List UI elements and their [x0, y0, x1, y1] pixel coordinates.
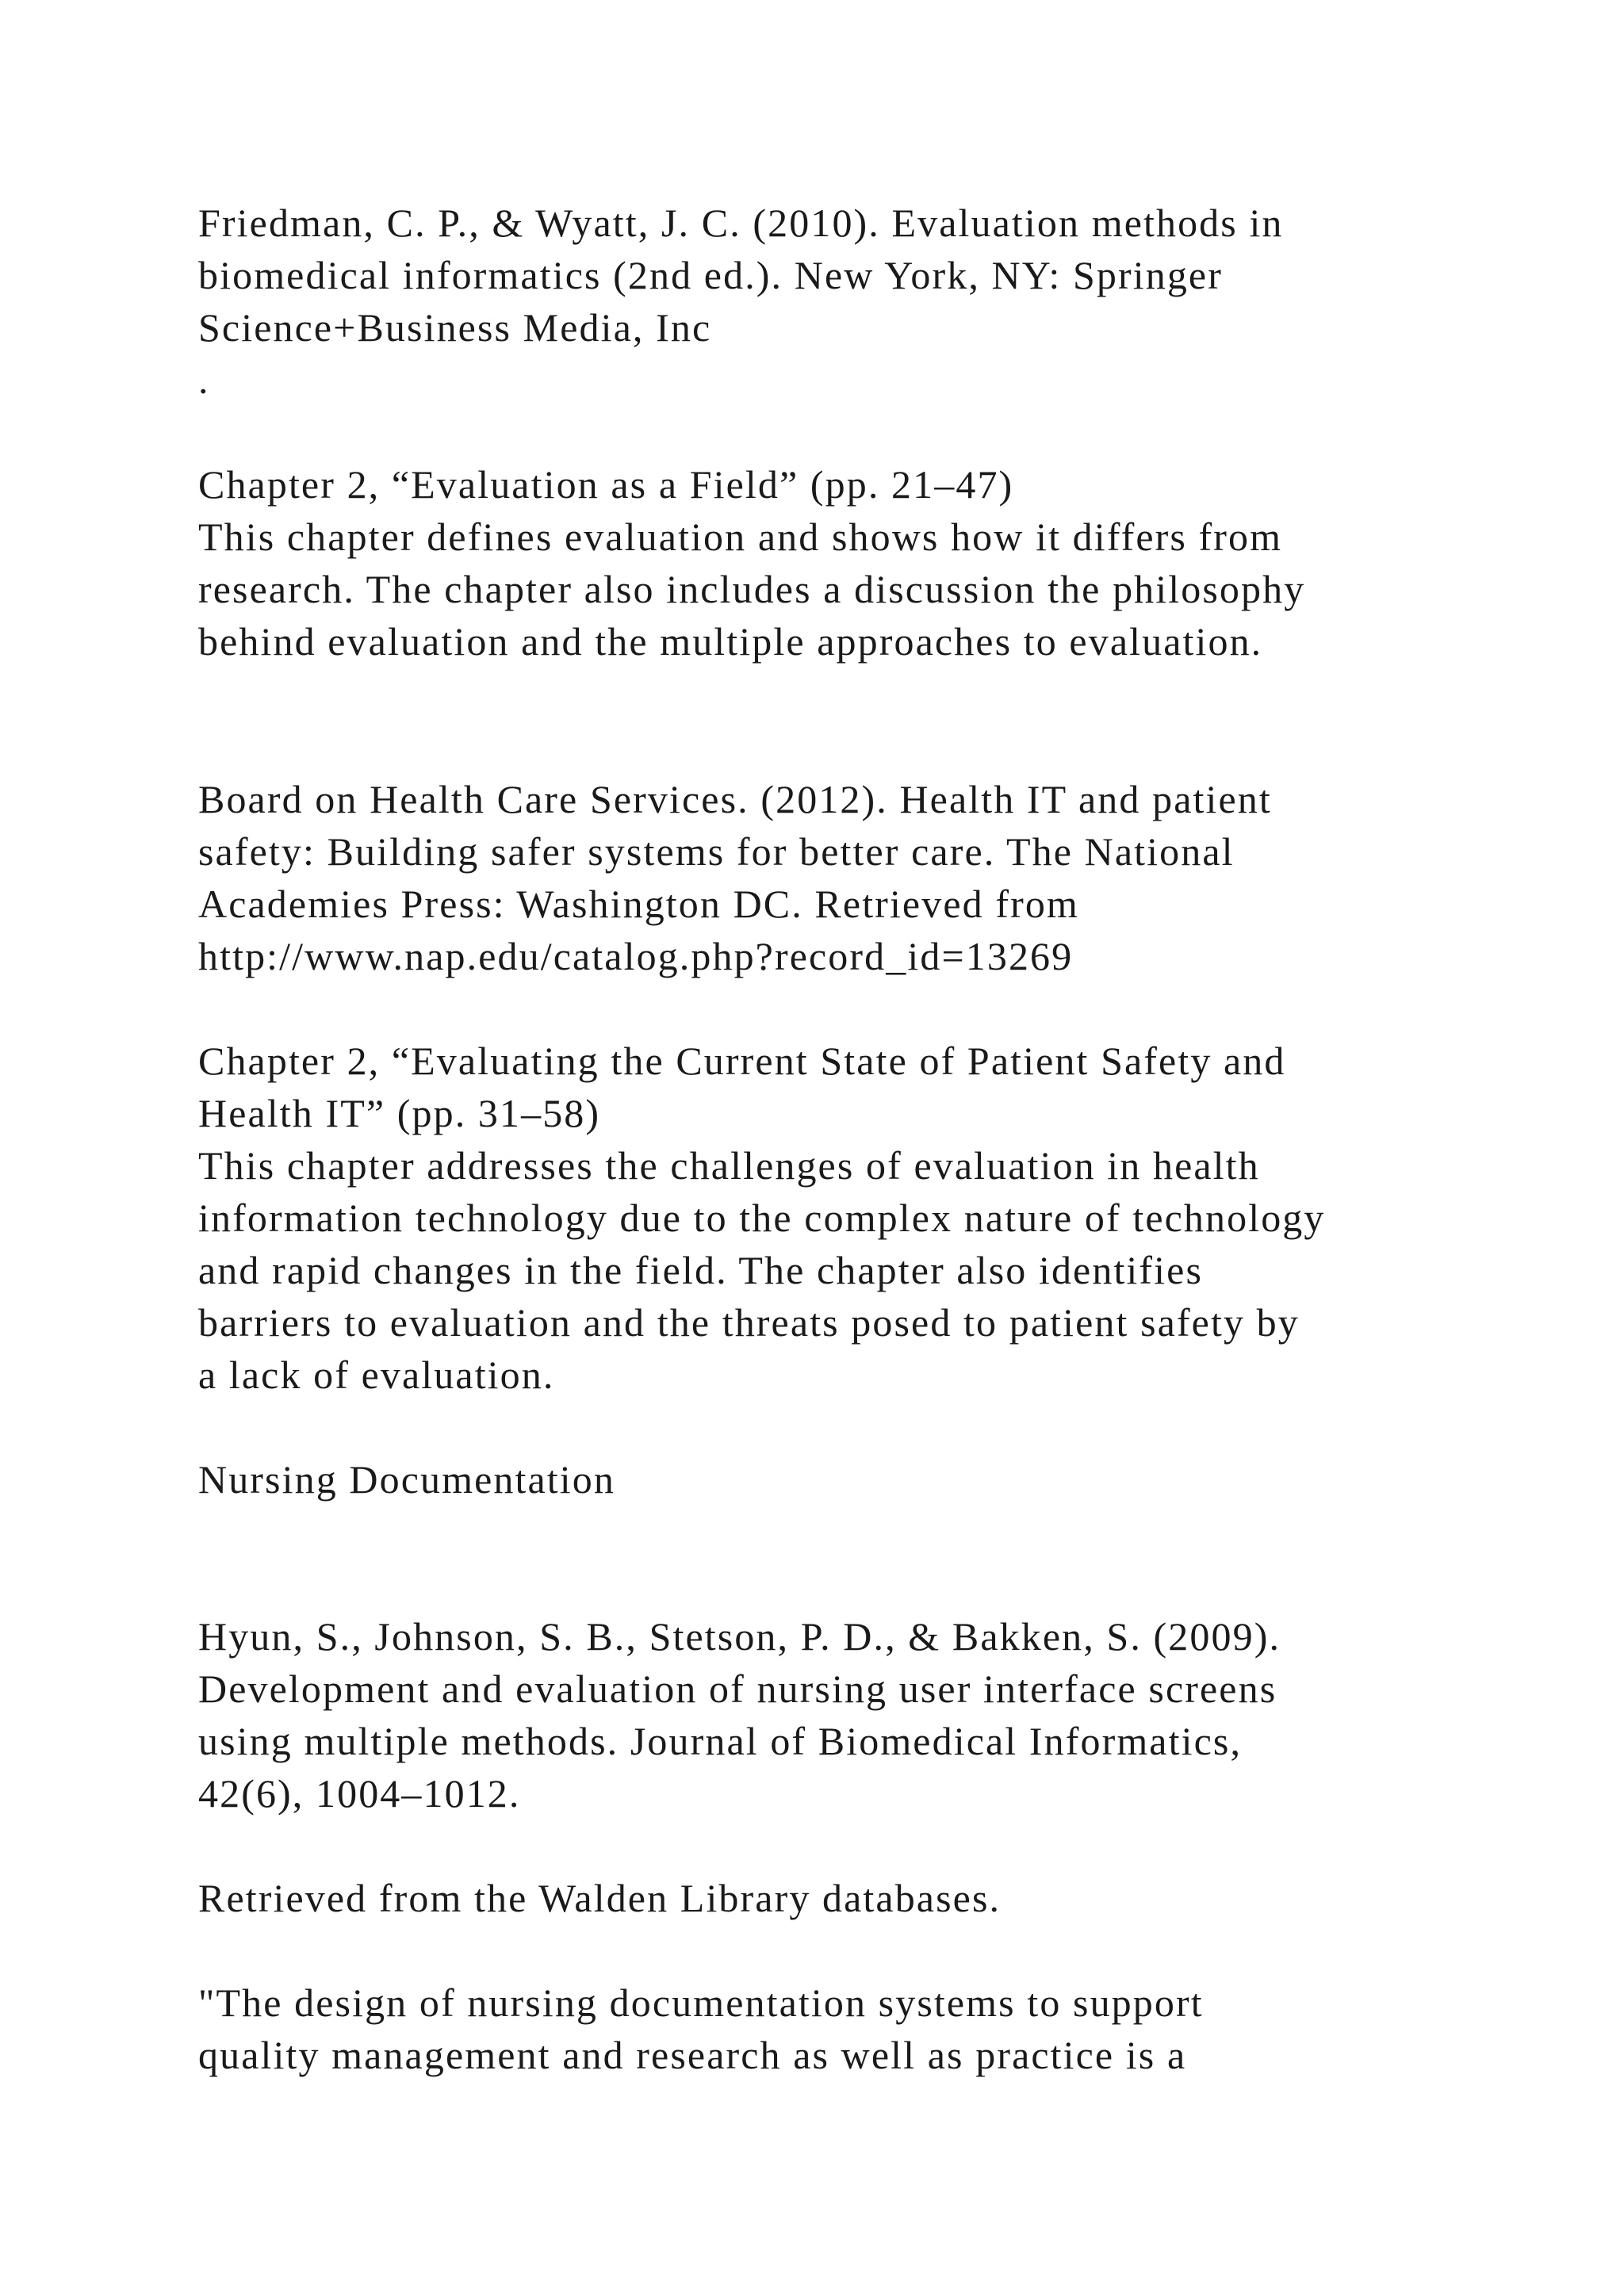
ref1-chapter-title: Chapter 2, “Evaluation as a Field” (pp. 21–47): [198, 462, 1014, 507]
ref1-line-4: .: [198, 358, 210, 402]
ref2-chapter-line-5: a lack of evaluation.: [198, 1353, 555, 1397]
ref2-line-3: Academies Press: Washington DC. Retrieved from: [198, 882, 1079, 926]
ref2-chapter-line-3: and rapid changes in the field. The chapter also identifies: [198, 1248, 1204, 1292]
ref1-chapter-line-3: behind evaluation and the multiple approaches to evaluation.: [198, 619, 1263, 664]
ref2-chapter-line-2: information technology due to the complex nature of technology: [198, 1196, 1326, 1240]
ref3-line-2: Development and evaluation of nursing user interface screens: [198, 1667, 1277, 1711]
ref1-chapter-line-2: research. The chapter also includes a discussion the philosophy: [198, 567, 1306, 611]
quote-line-1: "The design of nursing documentation systems to support: [198, 1980, 1204, 2025]
ref2-chapter-title-line-2: Health IT” (pp. 31–58): [198, 1091, 601, 1135]
ref1-chapter-line-1: This chapter defines evaluation and shows how it differs from: [198, 515, 1283, 559]
ref2-url: http://www.nap.edu/catalog.php?record_id=13269: [198, 934, 1074, 978]
ref2-chapter-title-line-1: Chapter 2, “Evaluating the Current State of Patient Safety and: [198, 1039, 1286, 1083]
ref2-chapter-line-4: barriers to evaluation and the threats posed to patient safety by: [198, 1300, 1300, 1345]
ref2-line-1: Board on Health Care Services. (2012). Health IT and patient: [198, 777, 1272, 821]
section-heading: Nursing Documentation: [198, 1457, 615, 1502]
ref3-line-3: using multiple methods. Journal of Biomedical Informatics,: [198, 1719, 1243, 1763]
ref1-line-1: Friedman, C. P., & Wyatt, J. C. (2010). Evaluation methods in: [198, 201, 1284, 245]
ref1-line-2: biomedical informatics (2nd ed.). New York, NY: Springer: [198, 253, 1223, 297]
ref2-line-2: safety: Building safer systems for better care. The National: [198, 829, 1235, 874]
ref3-line-1: Hyun, S., Johnson, S. B., Stetson, P. D., & Bakken, S. (2009).: [198, 1614, 1281, 1659]
ref3-retrieval-note: Retrieved from the Walden Library databases.: [198, 1876, 1002, 1920]
ref3-line-4: 42(6), 1004–1012.: [198, 1771, 521, 1816]
ref2-chapter-line-1: This chapter addresses the challenges of evaluation in health: [198, 1143, 1260, 1188]
ref1-line-3: Science+Business Media, Inc: [198, 305, 712, 350]
quote-line-2: quality management and research as well as practice is a: [198, 2033, 1187, 2077]
